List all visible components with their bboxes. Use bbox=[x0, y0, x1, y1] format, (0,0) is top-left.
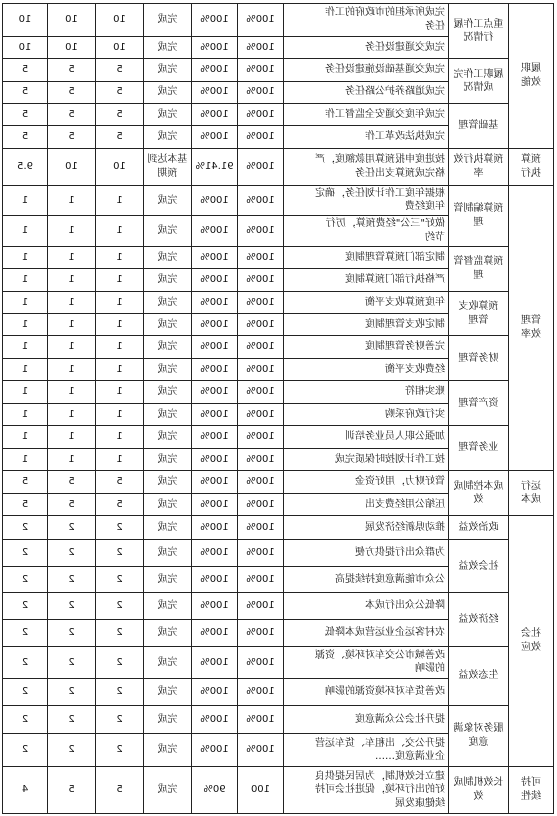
full-score-cell: 1 bbox=[48, 358, 96, 380]
indicator-level2-cell: 预算收支 管理 bbox=[449, 291, 509, 336]
table-row bbox=[3, 426, 554, 448]
target-value-cell: 100% bbox=[238, 126, 284, 148]
full-score-cell: 5 bbox=[48, 126, 96, 148]
indicator-level3-cell: 严格执行部门预算制度 bbox=[284, 269, 449, 291]
target-value-cell: 100% bbox=[238, 734, 284, 767]
weight-cell: 1 bbox=[96, 269, 144, 291]
actual-value-cell: 100% bbox=[192, 381, 238, 403]
target-value-cell: 100% bbox=[238, 81, 284, 103]
full-score-cell: 10 bbox=[48, 4, 96, 37]
actual-value-cell: 100% bbox=[192, 336, 238, 358]
status-cell: 完成 bbox=[144, 426, 192, 448]
score-cell: 1 bbox=[3, 448, 48, 470]
actual-value-cell: 100% bbox=[192, 103, 238, 125]
weight-cell: 5 bbox=[96, 493, 144, 515]
indicator-level3-cell: 改善货车对环境资源的影响 bbox=[284, 679, 449, 706]
full-score-cell: 5 bbox=[48, 766, 96, 813]
score-cell: 1 bbox=[3, 403, 48, 425]
full-score-cell: 2 bbox=[48, 515, 96, 539]
status-cell: 完成 bbox=[144, 646, 192, 679]
indicator-level2-cell: 重点工作履 行情况 bbox=[449, 4, 509, 59]
indicator-level2-cell: 预算执行效 率 bbox=[449, 148, 509, 185]
indicator-level3-cell: 公众市能满意度持续提高 bbox=[284, 566, 449, 593]
weight-cell: 1 bbox=[96, 185, 144, 216]
actual-value-cell: 100% bbox=[192, 620, 238, 647]
status-cell: 完成 bbox=[144, 81, 192, 103]
indicator-level3-cell: 农村客运企业运营成本降低 bbox=[284, 620, 449, 647]
table-row bbox=[3, 540, 554, 567]
indicator-level3-cell: 完成执法改革工作 bbox=[284, 126, 449, 148]
indicator-level3-cell: 完成交通建设任务 bbox=[284, 36, 449, 58]
full-score-cell: 1 bbox=[48, 381, 96, 403]
indicator-level1-cell: 履职 效能 bbox=[509, 4, 554, 149]
target-value-cell: 100% bbox=[238, 679, 284, 706]
weight-cell: 1 bbox=[96, 246, 144, 268]
weight-cell: 2 bbox=[96, 540, 144, 567]
score-cell: 5 bbox=[3, 126, 48, 148]
indicator-level3-cell: 为群众出行提供方便 bbox=[284, 540, 449, 567]
indicator-level3-cell: 建立长效机制，为居民提供良 好的出行环境，促进社会可持 续健康发展 bbox=[284, 766, 449, 813]
weight-cell: 2 bbox=[96, 705, 144, 734]
full-score-cell: 5 bbox=[48, 103, 96, 125]
actual-value-cell: 100% bbox=[192, 705, 238, 734]
status-cell: 完成 bbox=[144, 620, 192, 647]
actual-value-cell: 90% bbox=[192, 766, 238, 813]
target-value-cell: 100% bbox=[238, 269, 284, 291]
indicator-level3-cell: 完善财务管理制度 bbox=[284, 336, 449, 358]
indicator-level1-cell: 管理 效率 bbox=[509, 185, 554, 471]
target-value-cell: 100% bbox=[238, 448, 284, 470]
status-cell: 完成 bbox=[144, 126, 192, 148]
score-cell: 1 bbox=[3, 269, 48, 291]
weight-cell: 2 bbox=[96, 620, 144, 647]
target-value-cell: 100% bbox=[238, 566, 284, 593]
status-cell: 完成 bbox=[144, 358, 192, 380]
score-cell: 2 bbox=[3, 593, 48, 620]
score-cell: 10 bbox=[3, 4, 48, 37]
status-cell: 完成 bbox=[144, 36, 192, 58]
full-score-cell: 2 bbox=[48, 734, 96, 767]
actual-value-cell: 100% bbox=[192, 36, 238, 58]
status-cell: 完成 bbox=[144, 216, 192, 247]
full-score-cell: 1 bbox=[48, 185, 96, 216]
full-score-cell: 1 bbox=[48, 403, 96, 425]
full-score-cell: 1 bbox=[48, 426, 96, 448]
status-cell: 完成 bbox=[144, 4, 192, 37]
indicator-level3-cell: 加强公职人员业务培训 bbox=[284, 426, 449, 448]
actual-value-cell: 91.41% bbox=[192, 148, 238, 185]
indicator-level1-cell: 运行 成本 bbox=[509, 471, 554, 516]
weight-cell: 2 bbox=[96, 646, 144, 679]
target-value-cell: 100% bbox=[238, 246, 284, 268]
weight-cell: 1 bbox=[96, 314, 144, 336]
actual-value-cell: 100% bbox=[192, 246, 238, 268]
indicator-level2-cell: 预算编制管 理 bbox=[449, 185, 509, 246]
status-cell: 完成 bbox=[144, 766, 192, 813]
weight-cell: 10 bbox=[96, 36, 144, 58]
target-value-cell: 100% bbox=[238, 216, 284, 247]
status-cell: 完成 bbox=[144, 291, 192, 313]
target-value-cell: 100% bbox=[238, 148, 284, 185]
score-cell: 2 bbox=[3, 679, 48, 706]
target-value-cell: 100% bbox=[238, 336, 284, 358]
table-row bbox=[3, 705, 554, 734]
weight-cell: 1 bbox=[96, 336, 144, 358]
actual-value-cell: 100% bbox=[192, 269, 238, 291]
status-cell: 完成 bbox=[144, 403, 192, 425]
indicator-level3-cell: 完成交通基础设施建设任务 bbox=[284, 59, 449, 81]
score-cell: 1 bbox=[3, 381, 48, 403]
indicator-level2-cell: 履职工作完 成情况 bbox=[449, 59, 509, 104]
status-cell: 完成 bbox=[144, 515, 192, 539]
full-score-cell: 2 bbox=[48, 679, 96, 706]
status-cell: 完成 bbox=[144, 448, 192, 470]
table-row bbox=[3, 103, 554, 125]
target-value-cell: 100% bbox=[238, 381, 284, 403]
score-cell: 2 bbox=[3, 566, 48, 593]
indicator-level3-cell: 压缩公用经费支出 bbox=[284, 493, 449, 515]
actual-value-cell: 100% bbox=[192, 679, 238, 706]
indicator-level2-cell: 经济效益 bbox=[449, 593, 509, 646]
score-cell: 1 bbox=[3, 246, 48, 268]
weight-cell: 2 bbox=[96, 593, 144, 620]
target-value-cell: 100% bbox=[238, 4, 284, 37]
score-cell: 1 bbox=[3, 336, 48, 358]
actual-value-cell: 100% bbox=[192, 593, 238, 620]
actual-value-cell: 100% bbox=[192, 4, 238, 37]
indicator-level3-cell: 制定部门预算管理制度 bbox=[284, 246, 449, 268]
status-cell: 完成 bbox=[144, 269, 192, 291]
status-cell: 完成 bbox=[144, 59, 192, 81]
full-score-cell: 10 bbox=[48, 148, 96, 185]
target-value-cell: 100% bbox=[238, 471, 284, 493]
full-score-cell: 2 bbox=[48, 646, 96, 679]
indicator-level3-cell: 推动県新经济发展 bbox=[284, 515, 449, 539]
full-score-cell: 5 bbox=[48, 59, 96, 81]
full-score-cell: 2 bbox=[48, 705, 96, 734]
full-score-cell: 1 bbox=[48, 216, 96, 247]
status-cell: 完成 bbox=[144, 103, 192, 125]
status-cell: 完成 bbox=[144, 381, 192, 403]
status-cell: 完成 bbox=[144, 540, 192, 567]
indicator-level2-cell: 预算监督管 理 bbox=[449, 246, 509, 291]
full-score-cell: 5 bbox=[48, 471, 96, 493]
table-row bbox=[3, 148, 554, 185]
score-cell: 5 bbox=[3, 81, 48, 103]
full-score-cell: 10 bbox=[48, 36, 96, 58]
actual-value-cell: 100% bbox=[192, 448, 238, 470]
score-cell: 1 bbox=[3, 314, 48, 336]
target-value-cell: 100% bbox=[238, 646, 284, 679]
score-cell: 1 bbox=[3, 291, 48, 313]
table-row bbox=[3, 471, 554, 493]
weight-cell: 5 bbox=[96, 59, 144, 81]
indicator-level3-cell: 制定收支管理制度 bbox=[284, 314, 449, 336]
score-cell: 1 bbox=[3, 358, 48, 380]
performance-evaluation-table bbox=[2, 3, 554, 814]
target-value-cell: 100% bbox=[238, 620, 284, 647]
full-score-cell: 1 bbox=[48, 448, 96, 470]
table-row bbox=[3, 291, 554, 313]
score-cell: 1 bbox=[3, 426, 48, 448]
status-cell: 基本达到 预期 bbox=[144, 148, 192, 185]
actual-value-cell: 100% bbox=[192, 471, 238, 493]
indicator-level2-cell: 服务对象满 意度 bbox=[449, 705, 509, 766]
status-cell: 完成 bbox=[144, 493, 192, 515]
score-cell: 2 bbox=[3, 540, 48, 567]
score-cell: 5 bbox=[3, 493, 48, 515]
score-cell: 4 bbox=[3, 766, 48, 813]
indicator-level3-cell: 根据年度工作计划任务，确定 年度经费 bbox=[284, 185, 449, 216]
indicator-level3-cell: 年度预算收支平衡 bbox=[284, 291, 449, 313]
actual-value-cell: 100% bbox=[192, 493, 238, 515]
weight-cell: 1 bbox=[96, 448, 144, 470]
weight-cell: 5 bbox=[96, 103, 144, 125]
score-cell: 2 bbox=[3, 646, 48, 679]
target-value-cell: 100% bbox=[238, 705, 284, 734]
table-row bbox=[3, 381, 554, 403]
indicator-level2-cell: 社会效益 bbox=[449, 540, 509, 593]
full-score-cell: 1 bbox=[48, 291, 96, 313]
weight-cell: 1 bbox=[96, 381, 144, 403]
full-score-cell: 1 bbox=[48, 269, 96, 291]
indicator-level3-cell: 账实相符 bbox=[284, 381, 449, 403]
target-value-cell: 100% bbox=[238, 426, 284, 448]
weight-cell: 10 bbox=[96, 148, 144, 185]
indicator-level3-cell: 按工作计划按时保质完成 bbox=[284, 448, 449, 470]
score-cell: 9.5 bbox=[3, 148, 48, 185]
score-cell: 2 bbox=[3, 620, 48, 647]
full-score-cell: 1 bbox=[48, 314, 96, 336]
indicator-level3-cell: 管好财力，用好资金 bbox=[284, 471, 449, 493]
status-cell: 完成 bbox=[144, 314, 192, 336]
actual-value-cell: 100% bbox=[192, 358, 238, 380]
indicator-level3-cell: 做好"三公"经费预算，厉行 节约 bbox=[284, 216, 449, 247]
indicator-level3-cell: 按进度申报预算用款额度，严 格完成预算支出任务 bbox=[284, 148, 449, 185]
weight-cell: 2 bbox=[96, 515, 144, 539]
target-value-cell: 100% bbox=[238, 103, 284, 125]
score-cell: 5 bbox=[3, 103, 48, 125]
target-value-cell: 100% bbox=[238, 314, 284, 336]
status-cell: 完成 bbox=[144, 336, 192, 358]
weight-cell: 5 bbox=[96, 81, 144, 103]
table-row bbox=[3, 766, 554, 813]
indicator-level2-cell: 财务管理 bbox=[449, 336, 509, 381]
weight-cell: 2 bbox=[96, 734, 144, 767]
target-value-cell: 100% bbox=[238, 291, 284, 313]
full-score-cell: 2 bbox=[48, 566, 96, 593]
actual-value-cell: 100% bbox=[192, 81, 238, 103]
indicator-level3-cell: 完成年度交通安全监督工作 bbox=[284, 103, 449, 125]
table-row bbox=[3, 59, 554, 81]
indicator-level2-cell: 政治效益 bbox=[449, 515, 509, 539]
score-cell: 2 bbox=[3, 734, 48, 767]
table-row bbox=[3, 646, 554, 679]
target-value-cell: 100% bbox=[238, 358, 284, 380]
weight-cell: 2 bbox=[96, 566, 144, 593]
target-value-cell: 100% bbox=[238, 515, 284, 539]
full-score-cell: 1 bbox=[48, 246, 96, 268]
indicator-level2-cell: 成本控制成 效 bbox=[449, 471, 509, 516]
score-cell: 2 bbox=[3, 705, 48, 734]
score-cell: 10 bbox=[3, 36, 48, 58]
actual-value-cell: 100% bbox=[192, 540, 238, 567]
score-cell: 5 bbox=[3, 471, 48, 493]
target-value-cell: 100% bbox=[238, 593, 284, 620]
target-value-cell: 100% bbox=[238, 493, 284, 515]
indicator-level3-cell: 降低公众出行成本 bbox=[284, 593, 449, 620]
full-score-cell: 2 bbox=[48, 540, 96, 567]
table-row bbox=[3, 336, 554, 358]
score-cell: 1 bbox=[3, 216, 48, 247]
indicator-level2-cell: 业务管理 bbox=[449, 426, 509, 471]
weight-cell: 1 bbox=[96, 403, 144, 425]
full-score-cell: 5 bbox=[48, 493, 96, 515]
target-value-cell: 100 bbox=[238, 766, 284, 813]
indicator-level3-cell: 提升公交、出租车、货车运营 企业满意度…… bbox=[284, 734, 449, 767]
actual-value-cell: 100% bbox=[192, 566, 238, 593]
indicator-level1-cell: 社会 效应 bbox=[509, 515, 554, 766]
weight-cell: 1 bbox=[96, 216, 144, 247]
score-cell: 5 bbox=[3, 59, 48, 81]
table-row bbox=[3, 246, 554, 268]
actual-value-cell: 100% bbox=[192, 734, 238, 767]
table-row bbox=[3, 4, 554, 37]
weight-cell: 5 bbox=[96, 766, 144, 813]
weight-cell: 2 bbox=[96, 679, 144, 706]
indicator-level3-cell: 完成所承担的市政府的工作 任务 bbox=[284, 4, 449, 37]
actual-value-cell: 100% bbox=[192, 59, 238, 81]
status-cell: 完成 bbox=[144, 734, 192, 767]
target-value-cell: 100% bbox=[238, 59, 284, 81]
actual-value-cell: 100% bbox=[192, 185, 238, 216]
target-value-cell: 100% bbox=[238, 403, 284, 425]
actual-value-cell: 100% bbox=[192, 515, 238, 539]
weight-cell: 10 bbox=[96, 4, 144, 37]
target-value-cell: 100% bbox=[238, 540, 284, 567]
full-score-cell: 1 bbox=[48, 336, 96, 358]
status-cell: 完成 bbox=[144, 471, 192, 493]
actual-value-cell: 100% bbox=[192, 646, 238, 679]
target-value-cell: 100% bbox=[238, 36, 284, 58]
target-value-cell: 100% bbox=[238, 185, 284, 216]
weight-cell: 5 bbox=[96, 126, 144, 148]
table-row bbox=[3, 593, 554, 620]
status-cell: 完成 bbox=[144, 185, 192, 216]
actual-value-cell: 100% bbox=[192, 426, 238, 448]
actual-value-cell: 100% bbox=[192, 291, 238, 313]
table-row bbox=[3, 515, 554, 539]
indicator-level1-cell: 可持 续性 bbox=[509, 766, 554, 813]
status-cell: 完成 bbox=[144, 246, 192, 268]
actual-value-cell: 100% bbox=[192, 403, 238, 425]
score-cell: 1 bbox=[3, 185, 48, 216]
actual-value-cell: 100% bbox=[192, 216, 238, 247]
weight-cell: 1 bbox=[96, 291, 144, 313]
weight-cell: 1 bbox=[96, 358, 144, 380]
full-score-cell: 5 bbox=[48, 81, 96, 103]
full-score-cell: 2 bbox=[48, 593, 96, 620]
weight-cell: 1 bbox=[96, 426, 144, 448]
weight-cell: 5 bbox=[96, 471, 144, 493]
indicator-level3-cell: 经费收支平衡 bbox=[284, 358, 449, 380]
actual-value-cell: 100% bbox=[192, 126, 238, 148]
score-cell: 2 bbox=[3, 515, 48, 539]
full-score-cell: 2 bbox=[48, 620, 96, 647]
status-cell: 完成 bbox=[144, 679, 192, 706]
table-row bbox=[3, 185, 554, 216]
indicator-level2-cell: 基础管理 bbox=[449, 103, 509, 148]
status-cell: 完成 bbox=[144, 705, 192, 734]
indicator-level1-cell: 预算 执行 bbox=[509, 148, 554, 185]
indicator-level2-cell: 长效机制成 效 bbox=[449, 766, 509, 813]
indicator-level3-cell: 提升社会公众满意度 bbox=[284, 705, 449, 734]
indicator-level2-cell: 资产管理 bbox=[449, 381, 509, 426]
indicator-level2-cell: 生态效益 bbox=[449, 646, 509, 705]
indicator-level3-cell: 改善城市公交车对环境、资源 的影响 bbox=[284, 646, 449, 679]
status-cell: 完成 bbox=[144, 566, 192, 593]
actual-value-cell: 100% bbox=[192, 314, 238, 336]
status-cell: 完成 bbox=[144, 593, 192, 620]
indicator-level3-cell: 完成道路养护公路任务 bbox=[284, 81, 449, 103]
indicator-level3-cell: 实行政府采购 bbox=[284, 403, 449, 425]
